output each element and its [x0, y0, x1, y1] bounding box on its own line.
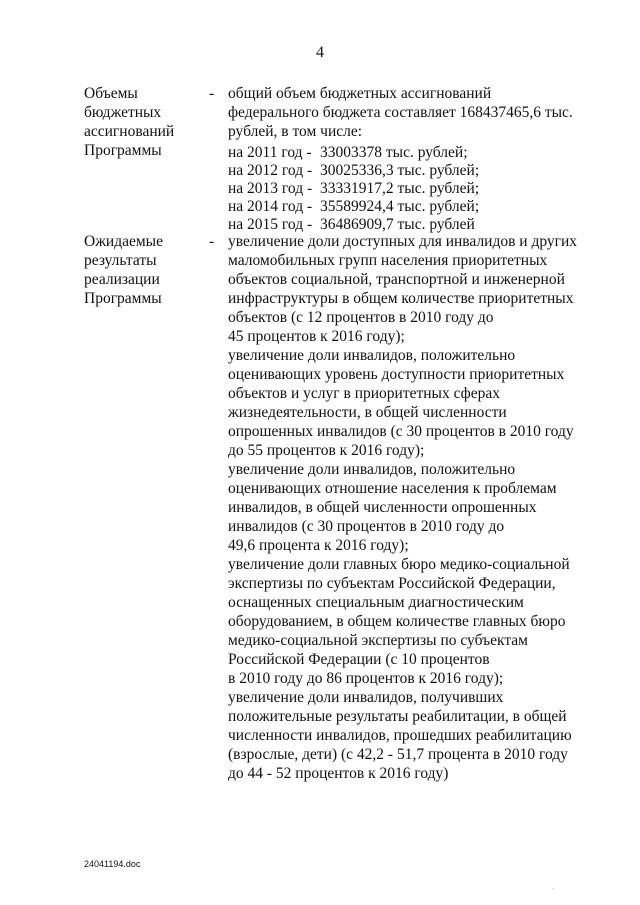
content-line: Российской Федерации (с 10 процентов	[228, 651, 490, 668]
corner-mark: .	[552, 882, 555, 891]
content-line: экспертизы по субъектам Российской Федерации,	[228, 575, 556, 592]
yearly-allocations	[228, 144, 568, 234]
content-line: опрошенных инвалидов (с 30 процентов в 2010 году	[228, 423, 574, 440]
content-line: медико-социальной экспертизы по субъектам	[228, 632, 528, 649]
content-line: общий объем бюджетных ассигнований	[228, 85, 492, 102]
footer-filename: 24041194.doc	[84, 859, 141, 869]
content-line: инфраструктуры в общем количестве приоритетных	[228, 290, 574, 307]
label-line: бюджетных	[84, 104, 162, 121]
label-line: ассигнований	[84, 123, 175, 140]
content-line: численности инвалидов, прошедших реабилитацию	[228, 727, 572, 744]
section-label	[84, 84, 214, 160]
section-dash: -	[209, 85, 215, 102]
section-dash: -	[209, 233, 215, 250]
year-label: на 2012 год -	[228, 162, 313, 179]
year-label: на 2014 год -	[228, 198, 313, 215]
content-line: оснащенных специальным диагностическим	[228, 594, 524, 611]
label-line: реализации	[84, 271, 160, 288]
content-line: увеличение доли инвалидов, положительно	[228, 347, 516, 364]
content-line: инвалидов (с 30 процентов в 2010 году до	[228, 518, 505, 535]
year-row	[228, 198, 568, 216]
content-line: до 55 процентов к 2016 году);	[228, 442, 425, 459]
year-amount: 30025336,3 тыс. рублей;	[320, 162, 480, 179]
year-row	[228, 144, 568, 162]
label-line: Программы	[84, 290, 162, 307]
content-line: 49,6 процента к 2016 году);	[228, 537, 409, 554]
content-line: объектов (с 12 процентов в 2010 году до	[228, 309, 494, 326]
section-label	[84, 232, 214, 308]
content-line: в 2010 году до 86 процентов к 2016 году);	[228, 670, 504, 687]
section-content	[228, 232, 578, 783]
content-line: увеличение доли главных бюро медико-социальной	[228, 556, 570, 573]
content-line: маломобильных групп населения приоритетных	[228, 252, 548, 269]
content-line: (взрослые, дети) (с 42,2 - 51,7 процента в 2010 году	[228, 746, 568, 763]
content-line: оборудованием, в общем количестве главных бюро	[228, 613, 566, 630]
content-line: оценивающих отношение населения к проблемам	[228, 480, 557, 497]
year-amount: 33331917,2 тыс. рублей;	[320, 180, 480, 197]
label-line: Программы	[84, 142, 162, 159]
year-label: на 2011 год -	[228, 144, 312, 161]
content-line: до 44 - 52 процентов к 2016 году)	[228, 765, 449, 782]
content-line: объектов и услуг в приоритетных сферах	[228, 385, 500, 402]
section-content	[228, 84, 573, 234]
label-line: Ожидаемые	[84, 233, 163, 250]
year-row	[228, 180, 568, 198]
content-line: инвалидов, в общей численности опрошенных	[228, 499, 537, 516]
label-line: результаты	[84, 252, 157, 269]
page-number: 4	[316, 44, 324, 61]
content-line: жизнедеятельности, в общей численности	[228, 404, 507, 421]
content-line: оценивающих уровень доступности приоритетных	[228, 366, 565, 383]
year-row	[228, 162, 568, 180]
content-line: объектов социальной, транспортной и инженерной	[228, 271, 565, 288]
content-line: рублей, в том числе:	[228, 123, 363, 140]
year-amount: 35589924,4 тыс. рублей;	[320, 198, 480, 215]
year-amount: 33003378 тыс. рублей;	[320, 144, 468, 161]
content-line: федерального бюджета составляет 168437465,6 тыс.	[228, 104, 573, 121]
content-line: положительные результаты реабилитации, в общей	[228, 708, 567, 725]
content-line: увеличение доли доступных для инвалидов и других	[228, 233, 578, 250]
content-line: 45 процентов к 2016 году);	[228, 328, 405, 345]
content-line: увеличение доли инвалидов, положительно	[228, 461, 516, 478]
year-label: на 2013 год -	[228, 180, 313, 197]
year-label: на 2015 год -	[228, 216, 313, 233]
content-line: увеличение доли инвалидов, получивших	[228, 689, 504, 706]
label-line: Объемы	[84, 85, 138, 102]
year-amount: 36486909,7 тыс. рублей	[320, 216, 475, 233]
